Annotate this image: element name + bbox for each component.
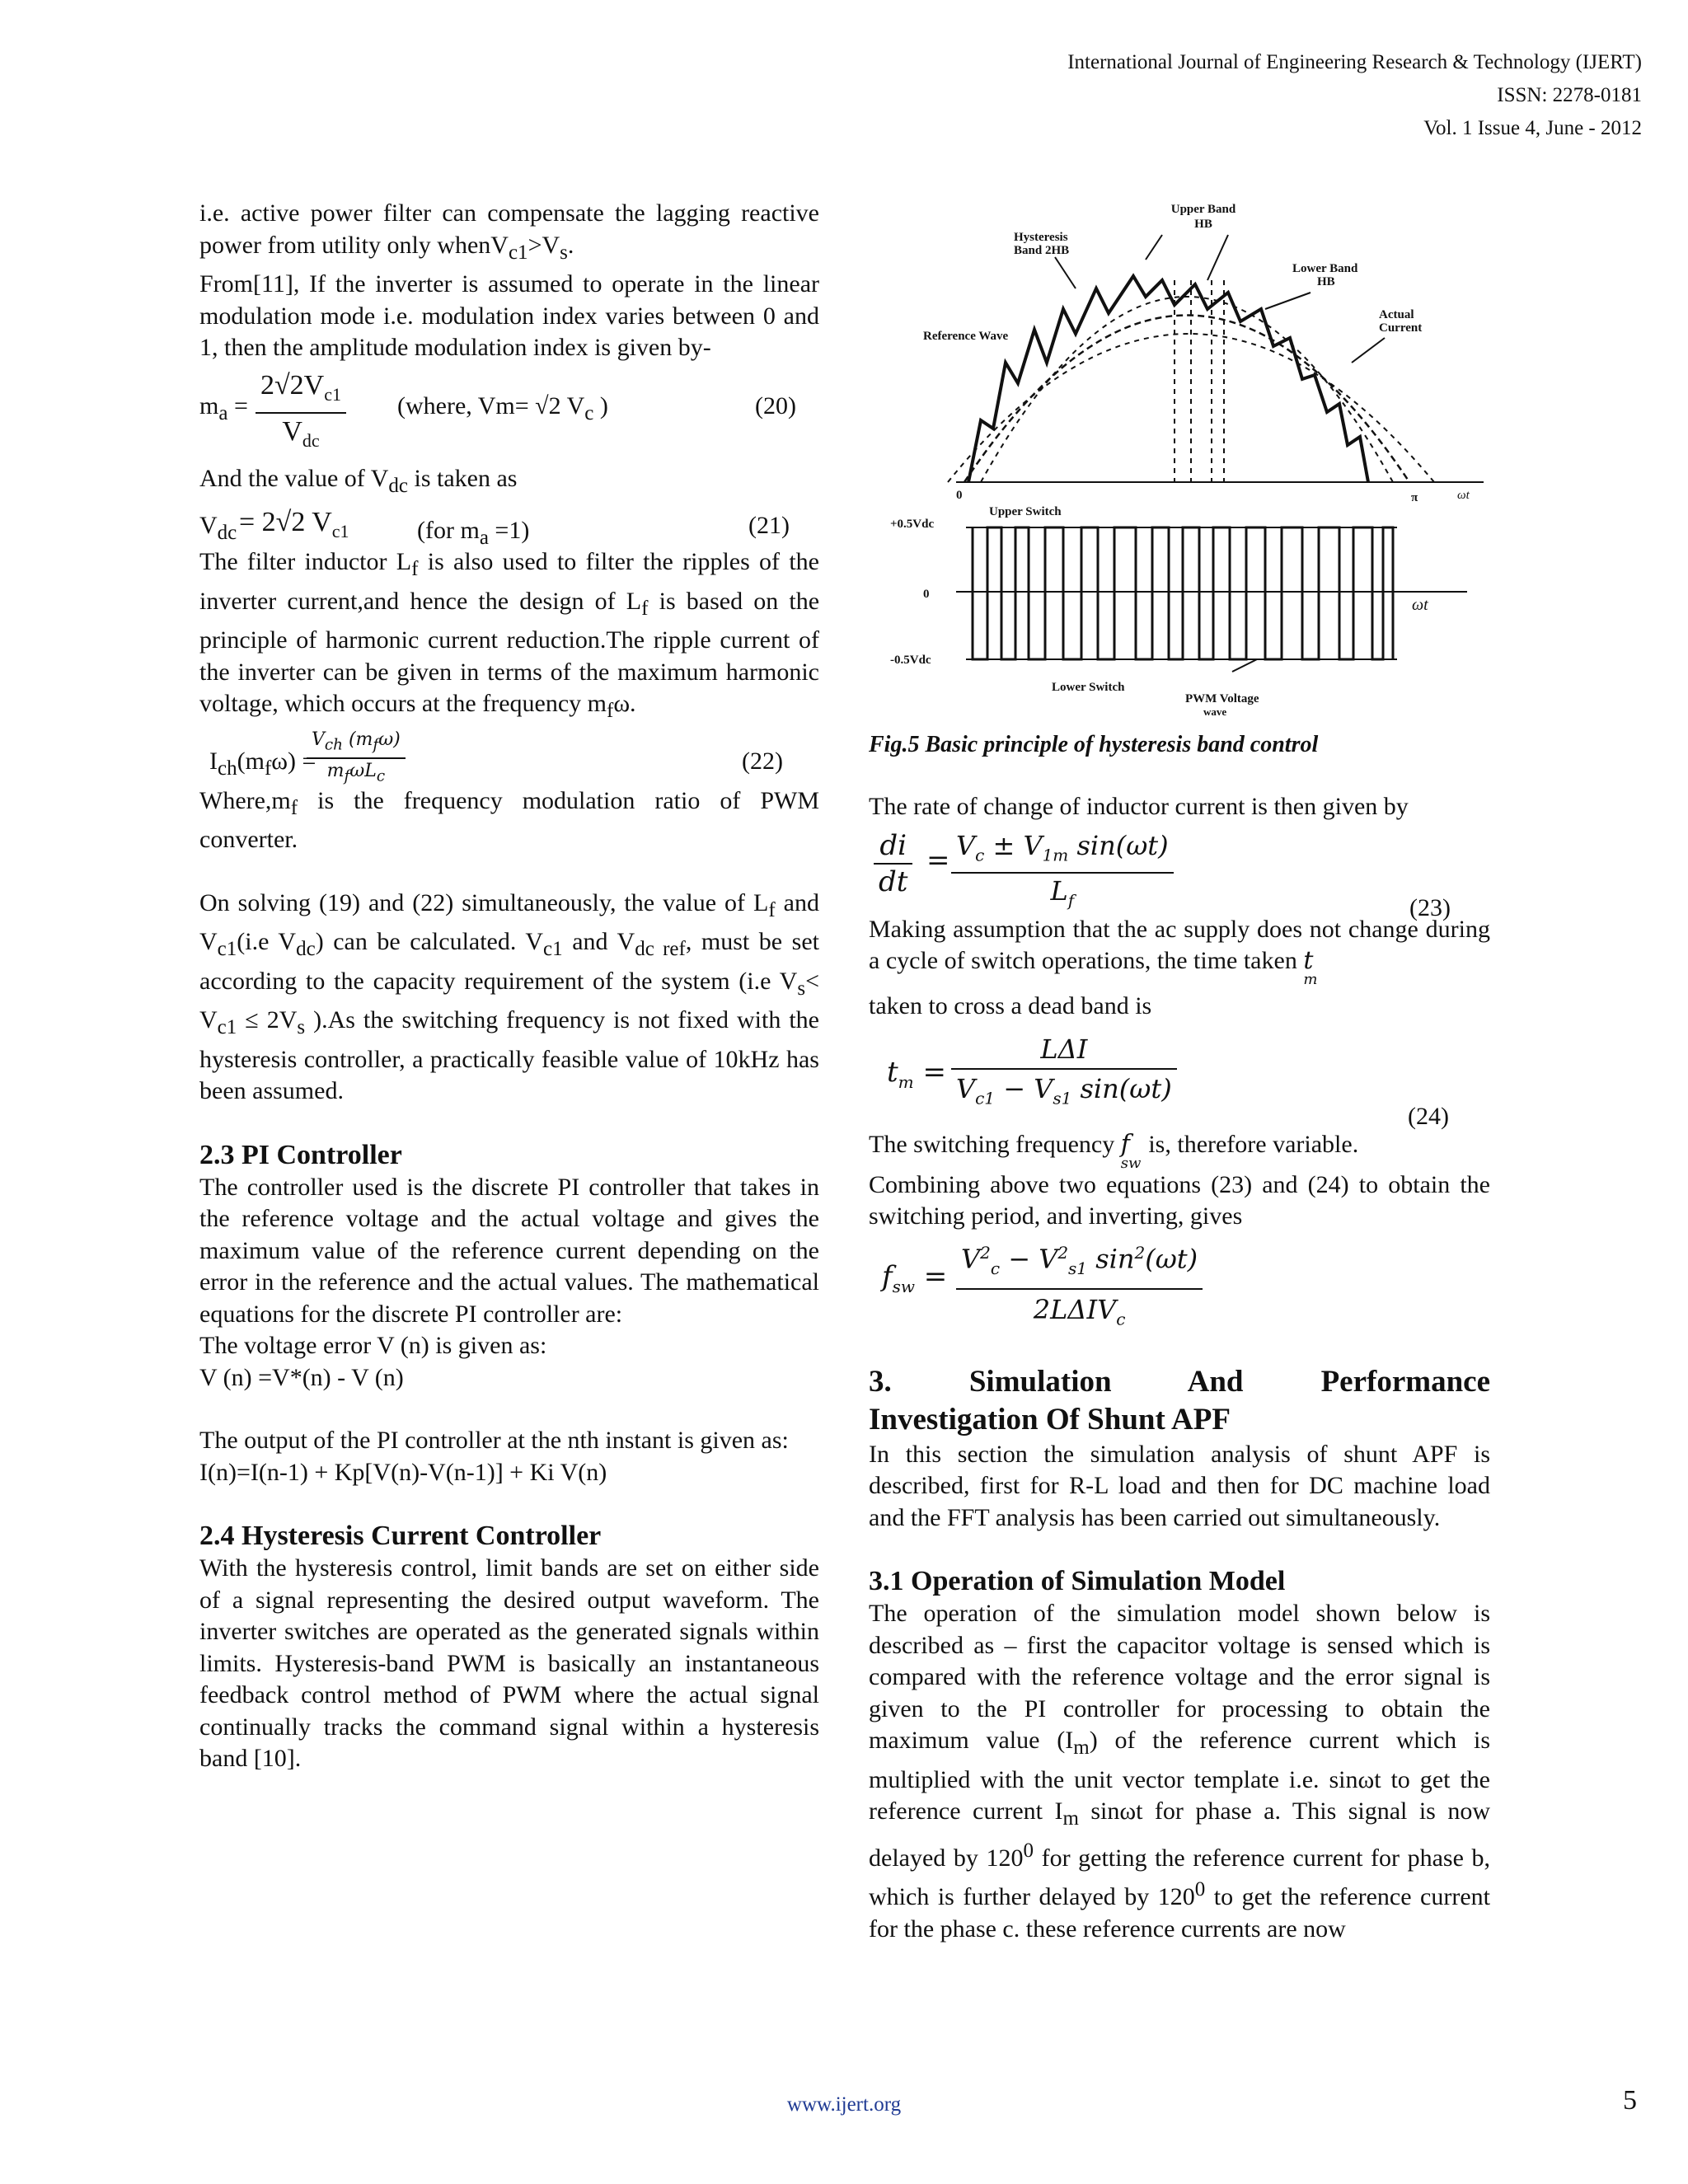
left-column xyxy=(199,198,819,1775)
paragraph: $Where,m_f$ is the frequency modulation ratio of PWM converter. xyxy=(199,786,819,853)
label-reference-wave: Reference Wave xyxy=(923,330,1009,343)
paragraph: The rate of change of inductor current is then given by xyxy=(869,793,1409,820)
label-omega-t-small: ωt xyxy=(1457,489,1470,502)
equation-21: $V_{dc}$ = 2√2 $V_{c1}$ (for $m_a =1$) (21) xyxy=(199,507,790,549)
label-minus-vdc: -0.5Vdc xyxy=(890,654,931,667)
actual-current xyxy=(968,276,1368,482)
paragraph: I(n)=I(n-1) + Kp[V(n)-V(n-1)] + Ki V(n) xyxy=(199,1458,607,1486)
equation-25: $f_{sw}$ = $V^2_c - V^2_{s1}$ $\sin^2(\omega t)$ $2L\Delta IV_c$ xyxy=(869,1233,1490,1332)
paragraph: taken to cross a dead band is xyxy=(869,991,1152,1019)
paragraph: In this section the simulation analysis of shunt APF is described, first for R-L load and then for DC machine load and the FFT analysis has been carried out simultaneously. xyxy=(869,1440,1490,1531)
paragraph: The voltage error V (n) is given as: xyxy=(199,1332,547,1359)
paragraph: Making assumption that the ac supply does not change during a cycle of switch operations, the time taken t m xyxy=(869,915,1490,988)
section-heading-2-3: 2.3 PI Controller xyxy=(199,1139,402,1170)
arrow xyxy=(1352,338,1385,363)
paragraph: The switching frequency f sw is, therefore variable. xyxy=(869,1130,1359,1172)
paragraph: From[11], If the inverter is assumed to operate in the linear modulation mode i.e. modulation index varies between 0 and 1, then the amplitude modulation index is given by- xyxy=(199,270,819,361)
label-band-2hb: Band 2HB xyxy=(1014,244,1070,257)
paragraph: With the hysteresis control, limit bands are set on either side of a signal representing the desired output waveform. The inverter switches are operated as the generated signals within limits. Hysteresis-band PWM is basically an instantaneous feedback control method of PWM where the actual signal continually tracks the command signal within a hysteresis band [10]. xyxy=(199,1554,819,1772)
equation-23: $\frac{di}{dt}$ = $\frac{V_c \pm V_{1m} \sin(\omega t)}{L_f}$ (23) xyxy=(869,823,1490,914)
figure-caption: Fig.5 Basic principle of hysteresis band control xyxy=(869,732,1319,757)
equation-20: $m_a$ = $2√2V_{c1}$ $V_{dc}$ (where, Vm= √2 $V_c$ ) (20) xyxy=(199,368,819,447)
label-upper-band: Upper Band xyxy=(1170,203,1236,216)
hysteresis-band-figure xyxy=(890,198,1484,717)
equation-number: (22) xyxy=(742,747,783,775)
paragraph: The controller used is the discrete PI controller that takes in the reference voltage and the actual voltage and gives the maximum value of the reference current depending on the error in the reference and the actual values. The mathematical equations for the discrete PI controller are: xyxy=(199,1173,819,1328)
arrow xyxy=(1055,257,1076,288)
right-column xyxy=(869,791,1498,1945)
label-hb: HB xyxy=(1194,218,1212,231)
paragraph: V (n) =V*(n) - V (n) xyxy=(199,1363,404,1391)
label-zero: 0 xyxy=(956,489,963,502)
upper-band-curve xyxy=(981,297,1393,482)
journal-header xyxy=(1067,46,1642,145)
paragraph: The operation of the simulation model shown below is described as – first the capacitor voltage is sensed which is compared with the reference voltage and the error signal is given to the PI controller for processing to obtain the maximum value $(I_m)$ of the reference current which is multiplied with the unit vector template i.e. sinωt to get the reference current $I_m$ sinωt for phase a. This signal is now delayed by $120^0$ for getting the reference current for phase b, which is further delayed by $120^0$ to get the reference current for the phase c. these reference currents are now xyxy=(869,1600,1491,1943)
equation-number: (23) xyxy=(1409,893,1451,921)
label-plus-vdc: +0.5Vdc xyxy=(890,518,935,531)
section-heading-2-4: 2.4 Hysteresis Current Controller xyxy=(199,1521,602,1551)
label-pwm-voltage: PWM Voltage xyxy=(1185,692,1259,705)
paragraph: Combining above two equations (23) and (24) to obtain the switching period, and inverting, gives xyxy=(869,1170,1490,1230)
paragraph: i.e. active power filter can compensate the lagging reactive power from utility only $whenV_{c1}>V_s$. xyxy=(199,199,819,264)
equation-22: $I_{ch}(m_f\omega)$ = $V_{ch}$ $(m_f\omega)$ $m_f\omega L_c$ (22) xyxy=(209,729,783,785)
page-number: 5 xyxy=(1623,2085,1637,2116)
arrow xyxy=(1232,659,1257,672)
section-heading-3: 3. Simulation And Performance Investigation Of Shunt APF xyxy=(869,1364,1498,1436)
label-wave: wave xyxy=(1203,705,1227,717)
label-actual: Actual xyxy=(1379,308,1414,321)
label-lower-hb: HB xyxy=(1317,275,1335,288)
arrow xyxy=(1146,235,1162,260)
arrow xyxy=(1265,293,1311,309)
label-pi: π xyxy=(1411,491,1418,504)
label-zero-2: 0 xyxy=(923,588,930,601)
equation-number: (20) xyxy=(755,391,796,419)
label-omega-t: ωt xyxy=(1412,596,1428,614)
label-lower-switch: Lower Switch xyxy=(1052,681,1125,694)
arrow xyxy=(1207,235,1228,280)
equation-number: (24) xyxy=(1408,1103,1449,1130)
section-heading-3-1: 3.1 Operation of Simulation Model xyxy=(869,1566,1286,1596)
paragraph: And the value of $V_{dc}$ is taken as xyxy=(199,464,518,497)
equation-24: $t_m$ = LΔI $V_{c1} - V_{s1}$ sin(ωt) (24) xyxy=(869,1030,1490,1129)
journal-name: International Journal of Engineering Research & Technology (IJERT) xyxy=(1067,51,1642,73)
volume-issue: Vol. 1 Issue 4, June - 2012 xyxy=(1423,117,1642,139)
label-upper-switch: Upper Switch xyxy=(989,505,1062,518)
paragraph: On solving (19) and (22) simultaneously, the value of $L_f$ and $V_{c1}(i.e$ $V_{dc}$) can be calculated. $V_{c1}$ and $V_{dc ref}$, must be set according to the capacity requirement of the system (i.e $V_s< V_{c1} \le 2V_s$ ).As the switching frequency is not fixed with the hysteresis controller, a practically feasible value of 10kHz has been assumed. xyxy=(199,888,819,1104)
paragraph: The output of the PI controller at the nth instant is given as: xyxy=(199,1427,789,1454)
equation-number: (21) xyxy=(748,512,790,539)
pwm-voltage-wave xyxy=(973,527,1393,659)
label-current: Current xyxy=(1379,321,1423,335)
issn: ISSN: 2278-0181 xyxy=(1497,84,1642,106)
journal-website-link[interactable]: www.ijert.org xyxy=(786,2093,902,2116)
paragraph: The filter inductor $L_f$ is also used to filter the ripples of the inverter current,and hence the design of $L_f$ is based on the principle of harmonic current reduction.The ripple current of the inverter can be given in terms of the maximum harmonic voltage, which occurs at the frequency $m_f\omega$. xyxy=(199,548,820,722)
label-hysteresis: Hysteresis xyxy=(1014,231,1068,244)
label-lower-band: Lower Band xyxy=(1292,262,1358,275)
